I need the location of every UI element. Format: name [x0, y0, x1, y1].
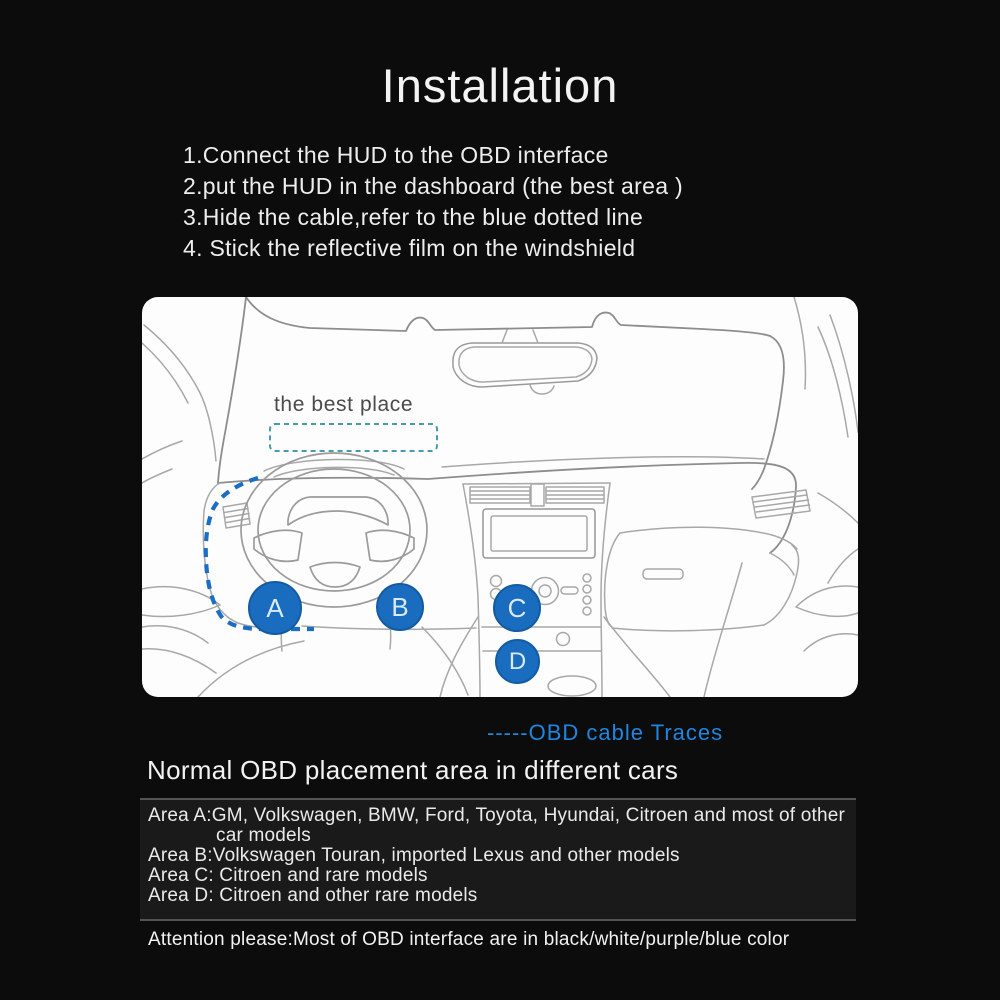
instruction-step-3: 3.Hide the cable,refer to the blue dotted line	[183, 204, 644, 230]
rearview-mirror-inner	[459, 347, 592, 382]
tunnel-right	[604, 617, 670, 697]
knee-panel-curve	[422, 627, 468, 695]
right-door-sill	[818, 493, 858, 523]
right-door-frame	[818, 327, 848, 437]
right-armrest	[796, 586, 858, 616]
right-side-vent	[752, 490, 810, 518]
placement-area-list	[140, 798, 856, 921]
left-armrest-3	[142, 649, 216, 673]
right-door-line	[828, 549, 858, 583]
page-title: Installation	[381, 59, 619, 112]
area-marker-c	[493, 584, 541, 632]
left-door-line	[142, 441, 182, 459]
cowl-line	[442, 457, 764, 467]
area-marker-b	[376, 583, 424, 631]
mirror-mount	[502, 330, 538, 343]
glovebox	[605, 527, 799, 631]
right-armrest-2	[804, 634, 858, 651]
area-marker-a	[248, 581, 302, 635]
dash-top-edge	[218, 463, 796, 553]
marker-letter-a: A	[266, 592, 284, 623]
left-armrest-2	[142, 626, 208, 643]
attention-note: Attention please:Most of OBD interface are in black/white/purple/blue color	[148, 929, 790, 950]
left-door-line-2	[142, 469, 172, 483]
mirror-button	[530, 385, 554, 394]
instruction-list	[183, 140, 683, 264]
marker-letter-c: C	[507, 592, 527, 623]
placement-heading: Normal OBD placement area in different cars	[147, 755, 679, 785]
area-marker-d	[495, 639, 540, 684]
best-place-label: the best place	[274, 393, 414, 416]
instruction-step-2: 2.put the HUD in the dashboard (the best area )	[183, 173, 683, 199]
area-item-b: Area B:Volkswagen Touran, imported Lexus and other models	[148, 845, 680, 866]
left-pillar-line	[144, 325, 216, 461]
car-interior-sketch	[142, 297, 858, 697]
marker-letter-b: B	[391, 591, 409, 622]
car-interior-diagram	[142, 297, 858, 697]
seat-curve-left	[198, 641, 304, 697]
instruction-step-4: 4. Stick the reflective film on the windshield	[183, 235, 636, 261]
instruction-step-1: 1.Connect the HUD to the OBD interface	[183, 142, 609, 168]
obd-cable-traces-legend: -----OBD cable Traces	[487, 720, 724, 745]
right-pillar-line	[794, 297, 805, 389]
headliner-line	[246, 297, 770, 336]
left-armrest	[142, 587, 220, 617]
best-place-dashed-box	[270, 424, 437, 451]
marker-letter-d: D	[508, 647, 527, 675]
area-item-c: Area C: Citroen and rare models	[148, 865, 428, 886]
area-item-a: Area A:GM, Volkswagen, BMW, Ford, Toyota, Hyundai, Citroen and most of other car models	[148, 805, 846, 846]
dash-end-curve	[770, 553, 794, 575]
windshield-left-edge	[218, 297, 246, 483]
left-pillar-line-2	[142, 343, 188, 403]
area-item-d: Area D: Citroen and other rare models	[148, 885, 478, 906]
